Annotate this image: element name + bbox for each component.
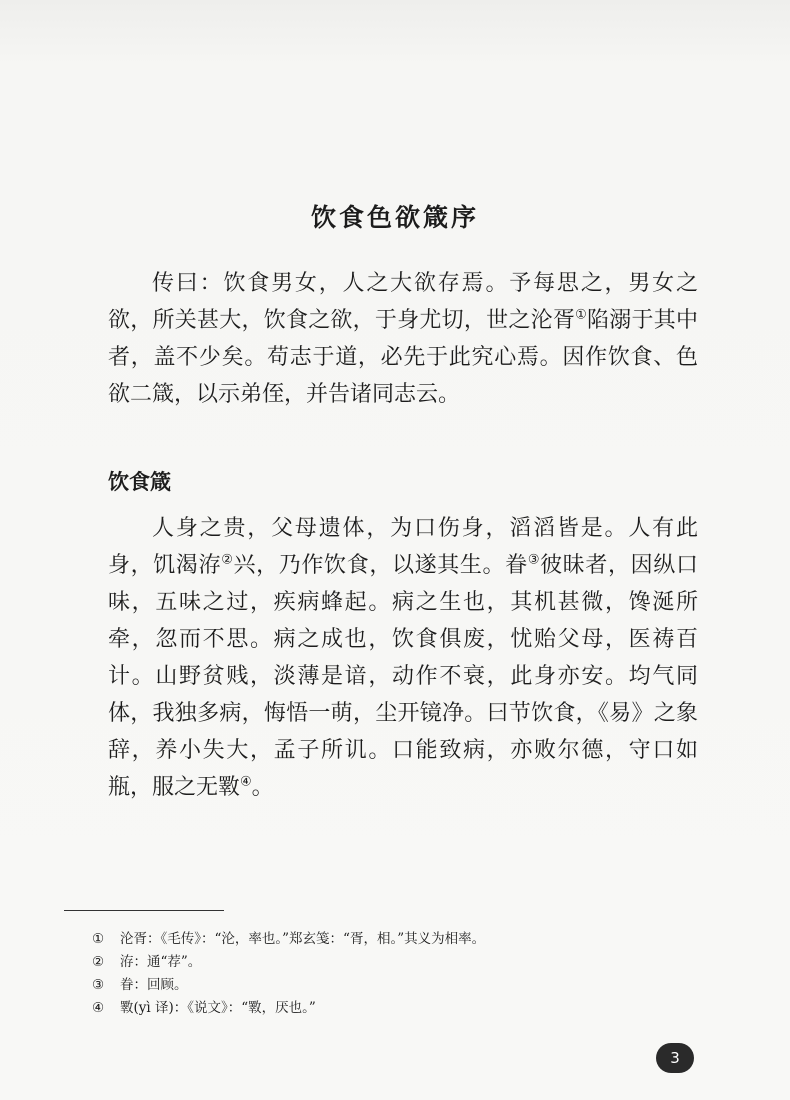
footnote-mark: ① <box>92 931 105 947</box>
footnote-ref-3[interactable]: ③ <box>527 552 541 568</box>
footnote-mark: ② <box>92 954 105 970</box>
intro-paragraph <box>108 265 698 413</box>
section-title: 饮食箴 <box>108 470 171 494</box>
intro-line-2b: 陷溺于其中者，盖不少矣。苟 <box>108 308 698 370</box>
footnote-text: 沦胥：《毛传》：“沦，率也。”郑玄笺：“胥，相。”其义为相率。 <box>120 931 486 947</box>
footnote-item <box>92 974 732 997</box>
page-number-badge: 3 <box>656 1043 694 1073</box>
intro-line-1: 传曰：饮食男女，人之大欲存焉。予每思之，男女之欲，所关甚 <box>108 271 698 333</box>
footnote-ref-1[interactable]: ① <box>575 307 588 323</box>
footnote-item <box>92 997 732 1020</box>
section-text-5: 。 <box>251 775 274 800</box>
footnote-text: 眷：回顾。 <box>120 977 188 993</box>
section-text-2: 洊 <box>198 553 222 578</box>
section-text-4: 彼昧者，因纵口味，五味之过，疾病蜂起。病之生也，其机甚微，馋涎所牵，忽而不思。病之成也，饮食俱废，忧贻父母，医祷百计。山野贫贱，淡薄是谙，动作不衰，此身亦安。均气同体，我独多病，悔悟一萌，尘开镜净。曰节饮食，《易》之象辞，养小失大，孟子所讥。口能致病，亦败尔德，守口如瓶，服之无斁 <box>108 553 698 800</box>
footnote-ref-4[interactable]: ④ <box>240 774 252 790</box>
intro-line-2a: 大，饮食之欲，于身尤切，世之沦胥 <box>219 308 576 333</box>
section-paragraph <box>108 510 698 806</box>
footnote-text: 洊：通“荐”。 <box>120 954 202 970</box>
section-text-1: 人身之贵，父母遗体，为口伤身，滔滔皆是。人有此身，饥渴 <box>108 516 698 578</box>
footnote-divider <box>64 910 224 911</box>
section-text-3: 兴，乃作饮食，以遂其生。眷 <box>233 553 528 578</box>
footnote-mark: ③ <box>92 977 105 993</box>
footnote-list <box>92 928 732 1020</box>
footnote-text: 斁(yì 译)：《说文》：“斁，厌也。” <box>120 1000 316 1016</box>
intro-line-3: 志于道，必先于此究心焉。因作饮食、色欲二箴，以示弟侄，并告诸 <box>108 345 698 407</box>
footnote-item <box>92 928 732 951</box>
footnote-mark: ④ <box>92 1000 105 1016</box>
footnote-ref-2[interactable]: ② <box>221 552 234 568</box>
page-title: 饮食色欲箴序 <box>310 203 479 232</box>
footnote-item <box>92 951 732 974</box>
intro-line-4: 同志云。 <box>372 382 461 407</box>
